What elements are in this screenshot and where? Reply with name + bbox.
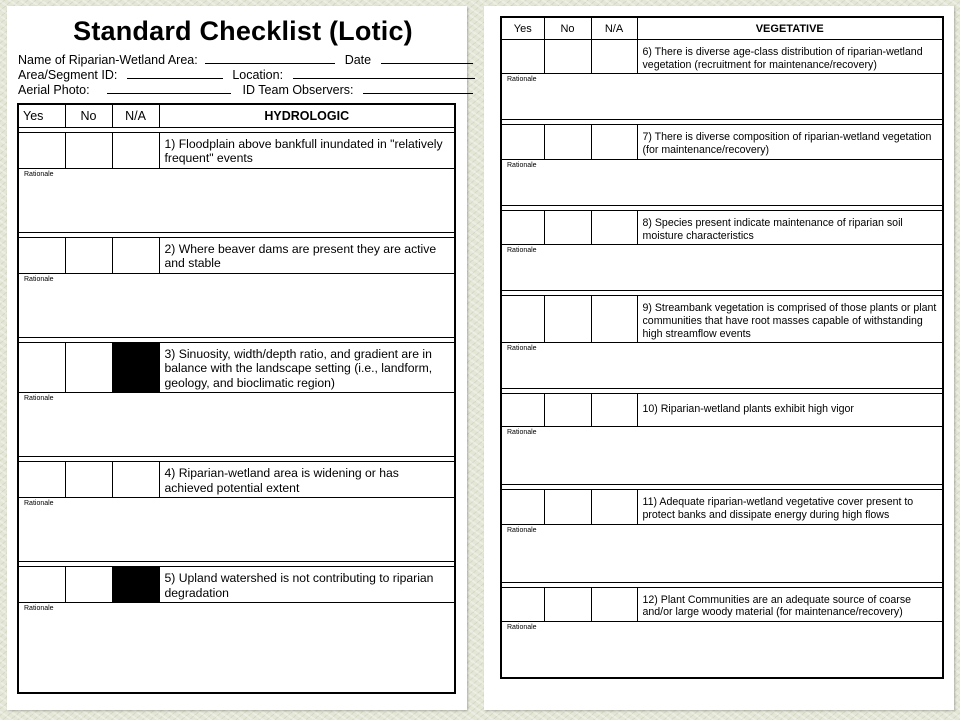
rationale-row bbox=[501, 245, 943, 291]
na-checkbox-shaded bbox=[112, 567, 159, 603]
observers-field[interactable] bbox=[363, 82, 473, 94]
name-label: Name of Riparian-Wetland Area: bbox=[18, 53, 198, 67]
item-statement: 12) Plant Communities are an adequate source of coarse and/or large woody material (for maintenance/recovery) bbox=[637, 587, 943, 621]
checklist-item-row bbox=[501, 125, 943, 159]
rationale-field[interactable]: Rationale bbox=[501, 74, 943, 120]
aerial-photo-label: Aerial Photo: bbox=[18, 83, 90, 97]
checklist-item-row bbox=[501, 587, 943, 621]
rationale-field[interactable]: Rationale bbox=[18, 498, 455, 562]
aerial-photo-field[interactable] bbox=[107, 82, 231, 94]
no-checkbox[interactable] bbox=[544, 296, 591, 343]
table-header-row bbox=[501, 17, 943, 40]
na-checkbox[interactable] bbox=[591, 490, 637, 524]
item-statement: 9) Streambank vegetation is comprised of those plants or plant communities that have root masses capable of withstanding high streamflow events bbox=[637, 296, 943, 343]
table-header-row bbox=[18, 104, 455, 128]
page-title: Standard Checklist (Lotic) bbox=[73, 16, 413, 46]
item-statement: 3) Sinuosity, width/depth ratio, and gradient are in balance with the landscape setting (i.e., landform, geology, and bioclimatic region) bbox=[159, 343, 455, 393]
rationale-field[interactable]: Rationale bbox=[501, 343, 943, 389]
item-statement: 8) Species present indicate maintenance of riparian soil moisture characteristics bbox=[637, 210, 943, 244]
date-label: Date bbox=[344, 53, 372, 67]
name-field[interactable] bbox=[205, 52, 335, 64]
rationale-row bbox=[18, 169, 455, 233]
date-field[interactable] bbox=[381, 52, 473, 64]
location-field[interactable] bbox=[293, 67, 475, 79]
checklist-item-row bbox=[18, 238, 455, 274]
yes-checkbox[interactable] bbox=[501, 296, 544, 343]
checklist-item-row bbox=[18, 343, 455, 393]
header-line-3 bbox=[18, 82, 473, 97]
na-checkbox[interactable] bbox=[591, 40, 637, 74]
no-checkbox[interactable] bbox=[544, 490, 591, 524]
rationale-field[interactable]: Rationale bbox=[501, 622, 943, 678]
checklist-item-row bbox=[18, 567, 455, 603]
yes-checkbox[interactable] bbox=[501, 490, 544, 524]
location-label: Location: bbox=[232, 68, 284, 82]
checklist-item-row bbox=[18, 462, 455, 498]
rationale-row bbox=[501, 622, 943, 678]
na-checkbox[interactable] bbox=[591, 394, 637, 427]
no-checkbox[interactable] bbox=[544, 40, 591, 74]
rationale-row bbox=[501, 427, 943, 485]
item-statement: 11) Adequate riparian-wetland vegetative cover present to protect banks and dissipate energy during high flows bbox=[637, 490, 943, 524]
rationale-row bbox=[501, 524, 943, 582]
yes-checkbox[interactable] bbox=[18, 238, 65, 274]
yes-checkbox[interactable] bbox=[501, 40, 544, 74]
yes-checkbox[interactable] bbox=[18, 567, 65, 603]
checklist-item-row bbox=[501, 40, 943, 74]
na-checkbox[interactable] bbox=[591, 125, 637, 159]
rationale-field[interactable]: Rationale bbox=[18, 169, 455, 233]
yes-column-header: Yes bbox=[501, 17, 544, 40]
item-statement: 5) Upland watershed is not contributing to riparian degradation bbox=[159, 567, 455, 603]
rationale-field[interactable]: Rationale bbox=[501, 245, 943, 291]
rationale-row bbox=[501, 159, 943, 205]
no-checkbox[interactable] bbox=[544, 125, 591, 159]
segment-field[interactable] bbox=[127, 67, 223, 79]
header-line-1 bbox=[18, 52, 473, 67]
yes-checkbox[interactable] bbox=[18, 462, 65, 498]
section-header: HYDROLOGIC bbox=[159, 104, 455, 128]
no-checkbox[interactable] bbox=[544, 394, 591, 427]
observers-label: ID Team Observers: bbox=[242, 83, 354, 97]
section-header: VEGETATIVE bbox=[637, 17, 943, 40]
item-statement: 10) Riparian-wetland plants exhibit high vigor bbox=[637, 394, 943, 427]
item-statement: 1) Floodplain above bankfull inundated in "relatively frequent" events bbox=[159, 133, 455, 169]
no-checkbox[interactable] bbox=[544, 587, 591, 621]
rationale-field[interactable]: Rationale bbox=[501, 427, 943, 485]
no-checkbox[interactable] bbox=[65, 343, 112, 393]
rationale-row bbox=[18, 393, 455, 457]
yes-checkbox[interactable] bbox=[501, 210, 544, 244]
rationale-field[interactable]: Rationale bbox=[501, 524, 943, 582]
segment-label: Area/Segment ID: bbox=[18, 68, 118, 82]
no-checkbox[interactable] bbox=[65, 462, 112, 498]
hydrologic-checklist-table bbox=[17, 103, 456, 694]
checklist-item-row bbox=[501, 296, 943, 343]
no-checkbox[interactable] bbox=[65, 567, 112, 603]
rationale-field[interactable]: Rationale bbox=[18, 274, 455, 338]
yes-checkbox[interactable] bbox=[501, 394, 544, 427]
checklist-item-row bbox=[501, 394, 943, 427]
rationale-row bbox=[501, 74, 943, 120]
no-checkbox[interactable] bbox=[65, 133, 112, 169]
no-checkbox[interactable] bbox=[544, 210, 591, 244]
item-statement: 7) There is diverse composition of riparian-wetland vegetation (for maintenance/recovery) bbox=[637, 125, 943, 159]
no-column-header: No bbox=[544, 17, 591, 40]
na-checkbox[interactable] bbox=[591, 296, 637, 343]
item-statement: 2) Where beaver dams are present they are active and stable bbox=[159, 238, 455, 274]
yes-checkbox[interactable] bbox=[501, 587, 544, 621]
yes-checkbox[interactable] bbox=[501, 125, 544, 159]
na-checkbox-shaded bbox=[112, 343, 159, 393]
item-statement: 4) Riparian-wetland area is widening or has achieved potential extent bbox=[159, 462, 455, 498]
item-statement: 6) There is diverse age-class distribution of riparian-wetland vegetation (recruitment for maintenance/recovery) bbox=[637, 40, 943, 74]
na-column-header: N/A bbox=[112, 104, 159, 128]
rationale-field[interactable]: Rationale bbox=[18, 393, 455, 457]
na-checkbox[interactable] bbox=[591, 210, 637, 244]
na-checkbox[interactable] bbox=[112, 133, 159, 169]
checklist-item-row bbox=[18, 133, 455, 169]
checklist-item-row bbox=[501, 210, 943, 244]
rationale-row bbox=[18, 274, 455, 338]
header-line-2 bbox=[18, 67, 475, 82]
rationale-row bbox=[18, 603, 455, 693]
yes-column-header: Yes bbox=[18, 104, 65, 128]
na-checkbox[interactable] bbox=[112, 238, 159, 274]
no-checkbox[interactable] bbox=[65, 238, 112, 274]
na-checkbox[interactable] bbox=[112, 462, 159, 498]
rationale-row bbox=[18, 498, 455, 562]
vegetative-checklist-table bbox=[500, 16, 944, 679]
checklist-item-row bbox=[501, 490, 943, 524]
na-checkbox[interactable] bbox=[591, 587, 637, 621]
rationale-field[interactable]: Rationale bbox=[501, 159, 943, 205]
na-column-header: N/A bbox=[591, 17, 637, 40]
rationale-field[interactable]: Rationale bbox=[18, 603, 455, 693]
rationale-row bbox=[501, 343, 943, 389]
yes-checkbox[interactable] bbox=[18, 133, 65, 169]
no-column-header: No bbox=[65, 104, 112, 128]
yes-checkbox[interactable] bbox=[18, 343, 65, 393]
